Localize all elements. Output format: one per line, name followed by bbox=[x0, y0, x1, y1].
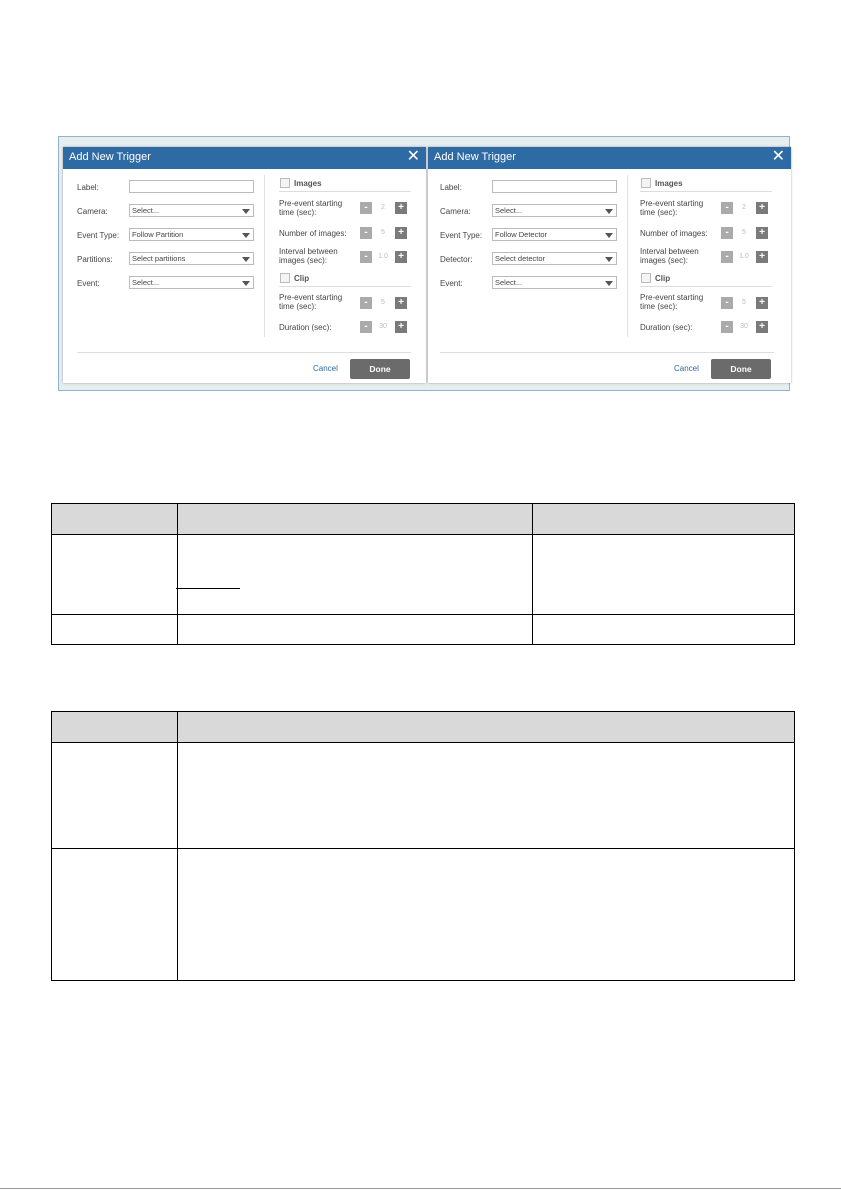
interval-value: 1.0 bbox=[739, 253, 749, 260]
interval-label: Interval between bbox=[279, 247, 338, 256]
interval-decrement-button[interactable]: - bbox=[360, 251, 372, 263]
footer-divider bbox=[77, 352, 411, 353]
table-row bbox=[52, 849, 795, 981]
images-pre-event-label-2: time (sec): bbox=[279, 208, 317, 217]
clip-section-title: Clip bbox=[655, 274, 671, 283]
images-pre-event-increment-button[interactable]: + bbox=[395, 202, 407, 214]
number-of-images-increment-button[interactable]: + bbox=[756, 227, 768, 239]
images-checkbox[interactable] bbox=[280, 178, 290, 188]
cancel-link[interactable]: Cancel bbox=[674, 364, 699, 373]
table-cell bbox=[178, 743, 795, 849]
table-row bbox=[52, 743, 795, 849]
interval-label-2: images (sec): bbox=[279, 256, 328, 265]
table-cell bbox=[52, 535, 178, 615]
event-type-field-label: Event Type: bbox=[77, 231, 120, 240]
event-type-select[interactable] bbox=[129, 228, 254, 241]
clip-pre-event-label-2: time (sec): bbox=[640, 302, 678, 311]
event-type-select-value: Follow Detector bbox=[495, 230, 548, 239]
number-of-images-increment-button[interactable]: + bbox=[395, 227, 407, 239]
interval-value: 1.0 bbox=[378, 253, 388, 260]
clip-pre-event-label: Pre-event starting bbox=[640, 293, 704, 302]
event-type-select[interactable] bbox=[492, 228, 617, 241]
event-type-field-label: Event Type: bbox=[440, 231, 483, 240]
event-field-label: Event: bbox=[77, 279, 100, 288]
screenshot-frame bbox=[58, 136, 790, 391]
chevron-down-icon bbox=[605, 233, 613, 238]
dialog-header bbox=[428, 147, 791, 169]
clip-pre-event-increment-button[interactable]: + bbox=[395, 297, 407, 309]
table-row bbox=[52, 535, 795, 615]
camera-select[interactable] bbox=[129, 204, 254, 217]
interval-increment-button[interactable]: + bbox=[756, 251, 768, 263]
interval-label: Interval between bbox=[640, 247, 699, 256]
table-cell bbox=[533, 535, 795, 615]
dialog-title: Add New Trigger bbox=[434, 151, 516, 163]
duration-decrement-button[interactable]: - bbox=[360, 321, 372, 333]
page-bottom-rule bbox=[0, 1188, 841, 1189]
camera-field-label: Camera: bbox=[77, 207, 108, 216]
number-of-images-value: 5 bbox=[742, 229, 746, 236]
camera-select-value: Select... bbox=[495, 206, 523, 215]
number-of-images-decrement-button[interactable]: - bbox=[721, 227, 733, 239]
duration-value: 30 bbox=[740, 323, 748, 330]
interval-label-2: images (sec): bbox=[640, 256, 689, 265]
column-divider bbox=[627, 175, 628, 337]
images-divider bbox=[279, 191, 411, 192]
duration-label: Duration (sec): bbox=[640, 323, 693, 332]
dialog-header bbox=[63, 147, 426, 169]
label-input[interactable] bbox=[492, 180, 617, 193]
clip-divider bbox=[279, 286, 411, 287]
clip-pre-event-increment-button[interactable]: + bbox=[756, 297, 768, 309]
images-pre-event-label: Pre-event starting bbox=[640, 199, 704, 208]
duration-increment-button[interactable]: + bbox=[395, 321, 407, 333]
event-field-label: Event: bbox=[440, 279, 463, 288]
chevron-down-icon bbox=[242, 281, 250, 286]
add-trigger-dialog-detector bbox=[428, 147, 791, 383]
chevron-down-icon bbox=[242, 233, 250, 238]
table-cell bbox=[52, 615, 178, 645]
chevron-down-icon bbox=[605, 209, 613, 214]
table-header-cell bbox=[178, 712, 795, 743]
clip-divider bbox=[640, 286, 772, 287]
clip-checkbox[interactable] bbox=[641, 273, 651, 283]
number-of-images-label: Number of images: bbox=[640, 229, 708, 238]
images-pre-event-increment-button[interactable]: + bbox=[756, 202, 768, 214]
images-divider bbox=[640, 191, 772, 192]
number-of-images-decrement-button[interactable]: - bbox=[360, 227, 372, 239]
table-header-cell bbox=[52, 504, 178, 535]
table-header-cell bbox=[533, 504, 795, 535]
partitions-field-label: Partitions: bbox=[77, 255, 113, 264]
number-of-images-label: Number of images: bbox=[279, 229, 347, 238]
clip-pre-event-decrement-button[interactable]: - bbox=[360, 297, 372, 309]
detector-field-label: Detector: bbox=[440, 255, 473, 264]
partitions-select-value: Select partitions bbox=[132, 254, 186, 263]
images-checkbox[interactable] bbox=[641, 178, 651, 188]
cancel-link[interactable]: Cancel bbox=[313, 364, 338, 373]
table-cell bbox=[178, 849, 795, 981]
label-field-label: Label: bbox=[440, 183, 462, 192]
partitions-select[interactable] bbox=[129, 252, 254, 265]
images-pre-event-label: Pre-event starting bbox=[279, 199, 343, 208]
table-header-cell bbox=[178, 504, 533, 535]
table-header-row bbox=[52, 712, 795, 743]
number-of-images-value: 5 bbox=[381, 229, 385, 236]
table-header-cell bbox=[52, 712, 178, 743]
close-icon[interactable]: ✕ bbox=[771, 148, 785, 165]
table-row bbox=[52, 615, 795, 645]
detector-select-value: Select detector bbox=[495, 254, 546, 263]
event-select[interactable] bbox=[129, 276, 254, 289]
close-icon[interactable]: ✕ bbox=[406, 148, 420, 165]
images-section-title: Images bbox=[294, 179, 322, 188]
table-cell bbox=[178, 535, 533, 615]
clip-pre-event-value: 5 bbox=[381, 299, 385, 306]
images-pre-event-label-2: time (sec): bbox=[640, 208, 678, 217]
chevron-down-icon bbox=[605, 281, 613, 286]
duration-decrement-button[interactable]: - bbox=[721, 321, 733, 333]
dialog-title: Add New Trigger bbox=[69, 151, 151, 163]
done-button[interactable]: Done bbox=[711, 359, 771, 379]
done-button[interactable]: Done bbox=[350, 359, 410, 379]
duration-label: Duration (sec): bbox=[279, 323, 332, 332]
table-cell bbox=[533, 615, 795, 645]
duration-value: 30 bbox=[379, 323, 387, 330]
images-pre-event-value: 2 bbox=[381, 204, 385, 211]
event-type-select-value: Follow Partition bbox=[132, 230, 184, 239]
column-divider bbox=[264, 175, 265, 337]
duration-increment-button[interactable]: + bbox=[756, 321, 768, 333]
table-cell bbox=[178, 615, 533, 645]
label-input[interactable] bbox=[129, 180, 254, 193]
clip-pre-event-value: 5 bbox=[742, 299, 746, 306]
images-pre-event-value: 2 bbox=[742, 204, 746, 211]
camera-select[interactable] bbox=[492, 204, 617, 217]
table-cell bbox=[52, 743, 178, 849]
label-field-label: Label: bbox=[77, 183, 99, 192]
event-select[interactable] bbox=[492, 276, 617, 289]
chevron-down-icon bbox=[242, 209, 250, 214]
images-pre-event-decrement-button[interactable]: - bbox=[360, 202, 372, 214]
clip-pre-event-label: Pre-event starting bbox=[279, 293, 343, 302]
clip-checkbox[interactable] bbox=[280, 273, 290, 283]
camera-select-value: Select... bbox=[132, 206, 160, 215]
add-trigger-dialog-partition bbox=[63, 147, 426, 383]
images-pre-event-decrement-button[interactable]: - bbox=[721, 202, 733, 214]
clip-pre-event-label-2: time (sec): bbox=[279, 302, 317, 311]
clip-section-title: Clip bbox=[294, 274, 310, 283]
footer-divider bbox=[440, 352, 774, 353]
images-section-title: Images bbox=[655, 179, 683, 188]
clip-pre-event-decrement-button[interactable]: - bbox=[721, 297, 733, 309]
chevron-down-icon bbox=[605, 257, 613, 262]
underline-mark bbox=[176, 588, 240, 589]
options-table bbox=[51, 711, 795, 981]
chevron-down-icon bbox=[242, 257, 250, 262]
parameters-table bbox=[51, 503, 795, 645]
interval-decrement-button[interactable]: - bbox=[721, 251, 733, 263]
detector-select[interactable] bbox=[492, 252, 617, 265]
table-cell bbox=[52, 849, 178, 981]
table-header-row bbox=[52, 504, 795, 535]
camera-field-label: Camera: bbox=[440, 207, 471, 216]
event-select-value: Select... bbox=[495, 278, 523, 287]
event-select-value: Select... bbox=[132, 278, 160, 287]
interval-increment-button[interactable]: + bbox=[395, 251, 407, 263]
